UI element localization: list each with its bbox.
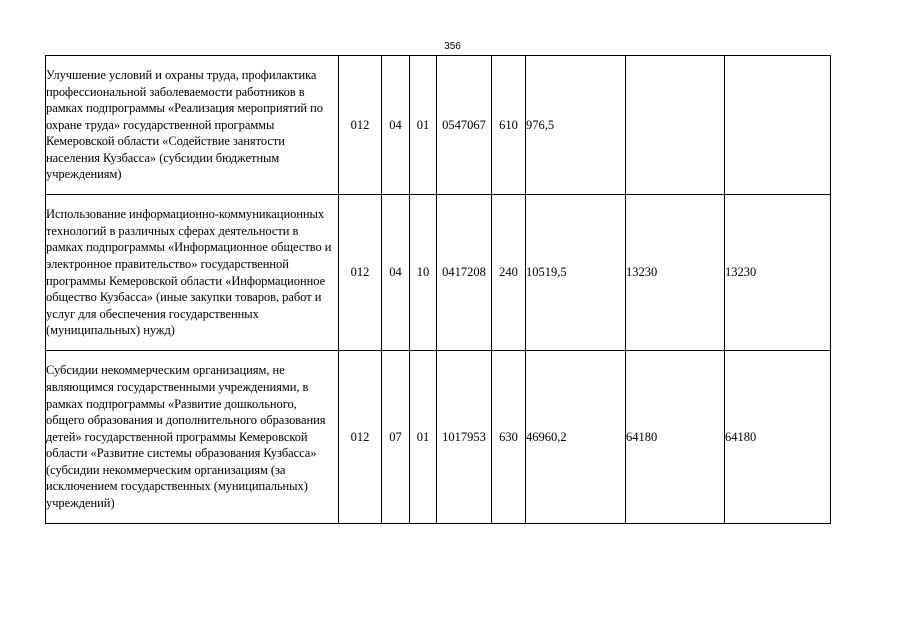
section-code: 04 <box>382 195 410 351</box>
section-code: 04 <box>382 56 410 195</box>
expense-type-code: 630 <box>492 351 526 524</box>
table-row <box>46 195 831 351</box>
amount-year-2: 64180 <box>626 351 725 524</box>
ministry-code: 012 <box>339 351 382 524</box>
ministry-code: 012 <box>339 195 382 351</box>
table-row <box>46 351 831 524</box>
amount-year-3: 64180 <box>725 351 831 524</box>
target-article-code: 0417208 <box>437 195 492 351</box>
row-description: Использование информационно-коммуникационных технологий в различных сферах деятельности в рамках подпрограммы «Информационное общество и электронное правительство» государственной программы Кемеровской области «Информационное общество Кузбасса» (иные закупки товаров, работ и услуг для обеспечения государственных (муниципальных) нужд) <box>46 195 339 351</box>
expense-type-code: 610 <box>492 56 526 195</box>
amount-year-2: 13230 <box>626 195 725 351</box>
ministry-code: 012 <box>339 56 382 195</box>
amount-year-2 <box>626 56 725 195</box>
amount-year-1: 10519,5 <box>526 195 626 351</box>
table-row <box>46 56 831 195</box>
subsection-code: 10 <box>410 195 437 351</box>
target-article-code: 1017953 <box>437 351 492 524</box>
section-code: 07 <box>382 351 410 524</box>
target-article-code: 0547067 <box>437 56 492 195</box>
amount-year-1: 46960,2 <box>526 351 626 524</box>
subsection-code: 01 <box>410 351 437 524</box>
subsection-code: 01 <box>410 56 437 195</box>
row-description: Субсидии некоммерческим организациям, не являющимся государственными учреждениями, в рамках подпрограммы «Развитие дошкольного, общего образования и дополнительного образования детей» государственной программы Кемеровской области «Развитие системы образования Кузбасса» (субсидии некоммерческим организациям (за исключением государственных (муниципальных) учреждений) <box>46 351 339 524</box>
expense-type-code: 240 <box>492 195 526 351</box>
amount-year-3 <box>725 56 831 195</box>
budget-table <box>45 55 831 524</box>
page-number: 356 <box>444 41 461 52</box>
amount-year-3: 13230 <box>725 195 831 351</box>
amount-year-1: 976,5 <box>526 56 626 195</box>
row-description: Улучшение условий и охраны труда, профилактика профессиональной заболеваемости работников в рамках подпрограммы «Реализация мероприятий по охране труда» государственной программы Кемеровской области «Содействие занятости населения Кузбасса» (субсидии бюджетным учреждениям) <box>46 56 339 195</box>
